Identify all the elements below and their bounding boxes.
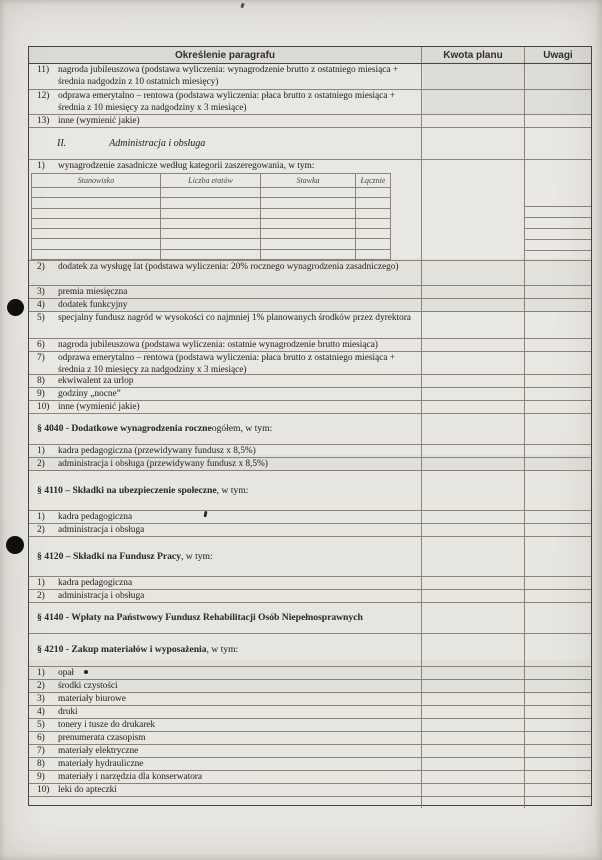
section-title-bold: § 4040 - Dodatkowe wynagrodzenia roczne: [37, 423, 212, 435]
item-text: środki czystości: [58, 681, 118, 691]
item-row: [29, 339, 591, 352]
notes-cell: [525, 667, 591, 679]
item-number: 1): [37, 446, 45, 456]
item-line: [37, 591, 421, 603]
amount-cell: [422, 352, 525, 374]
item-number: 2): [37, 262, 45, 272]
paragraph-cell: [29, 261, 422, 285]
subtable-column-header: Stawka: [261, 174, 356, 187]
item-line: [37, 340, 421, 352]
item-line: [37, 525, 421, 537]
subtable-empty-cell: [32, 239, 161, 248]
notes-cell: [525, 771, 591, 783]
item-row: [29, 745, 591, 758]
item-number: 2): [37, 459, 45, 469]
paragraph-cell: [29, 339, 422, 351]
item-number: 1): [37, 668, 45, 678]
item-text: druki: [58, 707, 78, 717]
item-number: 1): [37, 578, 45, 588]
amount-cell: [422, 299, 525, 311]
paragraph-cell: [29, 719, 422, 731]
category-number: II.: [57, 137, 67, 149]
notes-cell: [525, 160, 591, 260]
item-row: [29, 771, 591, 784]
paragraph-cell: [29, 680, 422, 692]
amount-cell: [422, 286, 525, 298]
item-row: [29, 115, 591, 128]
subtable-empty-cell: [261, 188, 356, 197]
item-row: [29, 352, 591, 375]
paragraph-cell: [29, 590, 422, 602]
paragraph-cell: [29, 634, 422, 666]
notes-cell: [525, 286, 591, 298]
notes-cell: [525, 458, 591, 470]
subtable-empty-cell: [356, 209, 390, 218]
subtable-empty-cell: [32, 219, 161, 228]
subtable-empty-cell: [32, 250, 161, 259]
subtable-empty-row: [32, 198, 390, 208]
amount-cell: [422, 590, 525, 602]
subtable-empty-cell: [161, 250, 261, 259]
notes-cell: [525, 375, 591, 387]
item-text: opał: [58, 668, 75, 678]
notes-cell: [525, 577, 591, 589]
paragraph-cell: [29, 471, 422, 510]
notes-cell: [525, 524, 591, 536]
item-text: administracja i obsługa (przewidywany fundusz x 8,5%): [58, 459, 268, 469]
item-number: 9): [37, 389, 45, 399]
item-text: kadra pedagogiczna (przewidywany fundusz x 8,5%): [58, 446, 256, 456]
hole-punch-mark: [7, 299, 24, 316]
notes-cell: [525, 115, 591, 127]
item-line: [37, 707, 421, 719]
item-text: kadra pedagogiczna: [58, 512, 133, 522]
item-row: [29, 667, 591, 680]
amount-cell: [422, 784, 525, 796]
hole-punch-mark: [6, 536, 24, 554]
notes-cell: [525, 719, 591, 731]
notes-cell: [525, 693, 591, 705]
notes-cell: [525, 680, 591, 692]
notes-cell: [525, 64, 591, 89]
subtable-empty-row: [32, 209, 390, 219]
item-line: [37, 746, 421, 758]
item-row: [29, 375, 591, 388]
item-number: 8): [37, 376, 45, 386]
notes-cell: [525, 261, 591, 285]
paragraph-cell: [29, 667, 422, 679]
subtable-empty-cell: [261, 239, 356, 248]
item-line: [37, 353, 421, 375]
scan-line-artifact: [525, 239, 591, 240]
amount-cell: [422, 634, 525, 666]
item-number: 10): [37, 402, 50, 412]
notes-cell: [525, 511, 591, 523]
category-title: Administracja i obsługa: [109, 137, 206, 149]
paragraph-cell: [29, 524, 422, 536]
item-number: 13): [37, 116, 50, 126]
amount-cell: [422, 524, 525, 536]
notes-cell: [525, 590, 591, 602]
item-row: [29, 458, 591, 471]
notes-cell: [525, 299, 591, 311]
item-row: [29, 90, 591, 115]
item-text: dodatek za wysługę lat (podstawa wyliczenia: 20% rocznego wynagrodzenia zasadniczego): [58, 262, 399, 272]
item-row: [29, 524, 591, 537]
staff-category-subtable: [31, 173, 391, 260]
section-title-bold: § 4140 - Wpłaty na Państwowy Fundusz Rehabilitacji Osób Niepełnosprawnych: [37, 612, 363, 624]
subtable-empty-cell: [356, 219, 390, 228]
item-line: [37, 313, 421, 325]
item-line: [37, 694, 421, 706]
item-row: [29, 261, 591, 286]
item-text: inne (wymienić jakie): [58, 116, 140, 126]
item-number: 4): [37, 300, 45, 310]
subtable-empty-cell: [32, 229, 161, 238]
paragraph-cell: [29, 745, 422, 757]
item-line: [37, 300, 421, 312]
item-number: 2): [37, 681, 45, 691]
item-text: ekwiwalent za urlop: [58, 376, 134, 386]
item-text: odprawa emerytalno – rentowa (podstawa wyliczenia: płaca brutto z ostatniego miesiąca + średnia z 10 miesięcy za nadgodziny x 3 miesiące): [58, 353, 395, 375]
notes-cell: [525, 537, 591, 576]
subtable-empty-row: [32, 219, 390, 229]
section-title-rest: ogółem, w tym:: [211, 423, 273, 435]
subtable-column-header: Liczba etatów: [161, 174, 261, 187]
item-number: 7): [37, 353, 45, 363]
item-row: [29, 511, 591, 524]
ink-blob: [84, 670, 88, 674]
notes-cell: [525, 352, 591, 374]
paragraph-cell: [29, 706, 422, 718]
subtable-empty-cell: [356, 188, 390, 197]
item-row: [29, 680, 591, 693]
subtable-empty-cell: [161, 198, 261, 207]
paragraph-cell: [29, 312, 422, 338]
item-number: 1): [37, 512, 45, 522]
column-header-amount: Kwota planu: [422, 47, 525, 63]
notes-cell: [525, 90, 591, 114]
item-line: [37, 668, 421, 680]
scan-line-artifact: [525, 217, 591, 218]
subtable-empty-cell: [32, 198, 161, 207]
amount-cell: [422, 471, 525, 510]
paragraph-cell: [29, 388, 422, 400]
paragraph-cell: [29, 784, 422, 796]
item-text: nagroda jubileuszowa (podstawa wyliczenia: ostatnie wynagrodzenie brutto miesiąca): [58, 340, 378, 350]
item-text: materiały biurowe: [58, 694, 126, 704]
notes-cell: [525, 634, 591, 666]
paragraph-cell: [29, 352, 422, 374]
amount-cell: [422, 128, 525, 159]
paragraph-cell: [29, 511, 422, 523]
notes-cell: [525, 706, 591, 718]
section-row: [29, 471, 591, 511]
paragraph-cell: [29, 286, 422, 298]
notes-cell: [525, 603, 591, 633]
section-title-bold: § 4210 - Zakup materiałów i wyposażenia: [37, 644, 207, 656]
subtable-empty-cell: [261, 209, 356, 218]
item-number: 5): [37, 720, 45, 730]
item-line: [37, 116, 421, 128]
amount-cell: [422, 115, 525, 127]
item-number: 3): [37, 694, 45, 704]
amount-cell: [422, 732, 525, 744]
item-number: 6): [37, 733, 45, 743]
amount-cell: [422, 388, 525, 400]
amount-cell: [422, 312, 525, 338]
item-text: specjalny fundusz nagród w wysokości co najmniej 1% planowanych środków przez dyrektora: [58, 313, 411, 323]
paragraph-cell: [29, 577, 422, 589]
item-line: [37, 376, 421, 388]
amount-cell: [422, 64, 525, 89]
subtable-empty-cell: [356, 229, 390, 238]
notes-cell: [525, 797, 591, 808]
section-row: [29, 537, 591, 577]
table-body: [29, 64, 591, 808]
item-text: dodatek funkcyjny: [58, 300, 128, 310]
item-number: 11): [37, 65, 50, 75]
item-row: [29, 784, 591, 797]
subtable-empty-row: [32, 229, 390, 239]
item-row: [29, 732, 591, 745]
item-row: [29, 445, 591, 458]
subtable-empty-cell: [161, 239, 261, 248]
item-row: [29, 706, 591, 719]
item-number: 12): [37, 91, 50, 101]
item-text: inne (wymienić jakie): [58, 402, 140, 412]
subtable-column-header: Łącznie: [360, 176, 386, 185]
paragraph-cell: [29, 115, 422, 127]
notes-cell: [525, 401, 591, 413]
item-number: 9): [37, 772, 45, 782]
paragraph-cell: [29, 401, 422, 413]
amount-cell: [422, 375, 525, 387]
item-row: [29, 719, 591, 732]
ink-speck: [240, 3, 245, 9]
notes-cell: [525, 784, 591, 796]
item-line: [37, 402, 421, 414]
item-text: materiały i narzędzia dla konserwatora: [58, 772, 203, 782]
item-number: 10): [37, 785, 50, 795]
paragraph-cell: [29, 732, 422, 744]
item-number: 6): [37, 340, 45, 350]
item-number: 5): [37, 313, 45, 323]
paragraph-cell: [29, 160, 422, 260]
amount-cell: [422, 706, 525, 718]
notes-cell: [525, 445, 591, 457]
item-text: odprawa emerytalno – rentowa (podstawa wyliczenia: płaca brutto z ostatniego miesiąca + średnia z 10 miesięcy za nadgodziny x 3 miesiące): [58, 91, 395, 113]
item-line: [37, 512, 421, 524]
item-text: prenumerata czasopism: [58, 733, 146, 743]
item-line: [37, 720, 421, 732]
item-row: [29, 312, 591, 339]
amount-cell: [422, 339, 525, 351]
budget-table: [28, 46, 592, 806]
item-row: [29, 693, 591, 706]
subtable-column-header: Stanowisko: [32, 174, 161, 187]
notes-cell: [525, 312, 591, 338]
subtable-empty-cell: [32, 188, 161, 197]
table-header-row: [29, 47, 591, 64]
column-header-notes: Uwagi: [543, 49, 573, 61]
amount-cell: [422, 160, 525, 260]
item-text: godziny „nocne”: [58, 389, 121, 399]
scan-line-artifact: [525, 206, 591, 207]
item-text: administracja i obsługa: [58, 591, 145, 601]
subtable-empty-cell: [161, 188, 261, 197]
notes-cell: [525, 745, 591, 757]
notes-cell: [525, 732, 591, 744]
item-text: premia miesięczna: [58, 287, 128, 297]
paragraph-cell: [29, 797, 422, 808]
item-row: [29, 401, 591, 414]
item-line: [37, 733, 421, 745]
subtable-empty-row: [32, 188, 390, 198]
amount-cell: [422, 414, 525, 444]
paragraph-cell: [29, 758, 422, 770]
item-line: [37, 459, 421, 471]
section-title-rest: , w tym:: [216, 484, 249, 496]
item-number: 1): [37, 161, 45, 171]
section-row: [29, 634, 591, 667]
amount-cell: [422, 771, 525, 783]
item-line: [37, 91, 421, 114]
amount-cell: [422, 797, 525, 808]
item-line: [37, 389, 421, 401]
scan-line-artifact: [525, 250, 591, 251]
column-header-paragraph: Określenie paragrafu: [29, 47, 422, 63]
paragraph-cell: [29, 771, 422, 783]
amount-cell: [422, 719, 525, 731]
amount-cell: [422, 90, 525, 114]
item-line: [37, 772, 421, 784]
subtable-empty-cell: [161, 219, 261, 228]
paragraph-cell: [29, 64, 422, 89]
item-text: materiały hydrauliczne: [58, 759, 144, 769]
paragraph-cell: [29, 693, 422, 705]
amount-cell: [422, 458, 525, 470]
amount-cell: [422, 511, 525, 523]
notes-cell: [525, 388, 591, 400]
notes-cell: [525, 339, 591, 351]
subtable-empty-row: [32, 250, 390, 260]
empty-row: [29, 797, 591, 808]
section-row: [29, 414, 591, 445]
subtable-empty-cell: [161, 209, 261, 218]
item-text: tonery i tusze do drukarek: [58, 720, 156, 730]
item-number: 2): [37, 525, 45, 535]
item-line: [37, 161, 421, 173]
item-text: nagroda jubileuszowa (podstawa wyliczenia: wynagrodzenie brutto z ostatniego miesiąca + średnia nadgodzin z 10 ostatnich miesięcy): [58, 65, 399, 87]
subtable-empty-cell: [161, 229, 261, 238]
subtable-empty-cell: [32, 209, 161, 218]
item-number: 4): [37, 707, 45, 717]
item-row: [29, 286, 591, 299]
section-row: [29, 603, 591, 634]
notes-cell: [525, 471, 591, 510]
scan-line-artifact: [525, 228, 591, 229]
amount-cell: [422, 261, 525, 285]
subtable-empty-row: [32, 239, 390, 249]
item-row: [29, 388, 591, 401]
paragraph-cell: [29, 603, 422, 633]
item-line: [37, 681, 421, 693]
subtable-empty-cell: [261, 219, 356, 228]
section-title-bold: § 4120 – Składki na Fundusz Pracy: [37, 550, 181, 562]
item-line: [37, 262, 421, 274]
item-text: leki do apteczki: [58, 785, 117, 795]
section-title-bold: § 4110 – Składki na ubezpieczenie społeczne: [37, 484, 217, 496]
item-row: [29, 758, 591, 771]
item-row: [29, 577, 591, 590]
amount-cell: [422, 577, 525, 589]
paragraph-cell: [29, 537, 422, 576]
item-line: [37, 446, 421, 458]
notes-cell: [525, 128, 591, 159]
subtable-empty-cell: [356, 239, 390, 248]
section-title-rest: , w tym:: [206, 644, 239, 656]
paragraph-cell: [29, 458, 422, 470]
paragraph-cell: [29, 90, 422, 114]
paragraph-cell: [29, 414, 422, 444]
amount-cell: [422, 445, 525, 457]
paragraph-cell: [29, 128, 422, 159]
item-text: materiały elektryczne: [58, 746, 139, 756]
section-title-rest: , w tym:: [180, 550, 213, 562]
amount-cell: [422, 758, 525, 770]
amount-cell: [422, 693, 525, 705]
item-text: kadra pedagogiczna: [58, 578, 133, 588]
subtable-empty-cell: [261, 229, 356, 238]
subtable-header-row: [32, 174, 390, 188]
amount-cell: [422, 603, 525, 633]
item-number: 7): [37, 746, 45, 756]
category-row: [29, 128, 591, 160]
item-line: [37, 287, 421, 299]
subtable-empty-cell: [356, 198, 390, 207]
item-row: [29, 590, 591, 603]
amount-cell: [422, 401, 525, 413]
item-number: 3): [37, 287, 45, 297]
item-line: [37, 578, 421, 590]
paragraph-cell: [29, 445, 422, 457]
subtable-empty-cell: [356, 250, 390, 259]
amount-cell: [422, 667, 525, 679]
item-line: [37, 785, 421, 797]
notes-cell: [525, 414, 591, 444]
amount-cell: [422, 745, 525, 757]
amount-cell: [422, 537, 525, 576]
subtable-empty-cell: [261, 198, 356, 207]
item-text: wynagrodzenie zasadnicze według kategorii zaszeregowania, w tym:: [58, 161, 315, 171]
item-line: [37, 759, 421, 771]
item-number: 8): [37, 759, 45, 769]
amount-cell: [422, 680, 525, 692]
item-text: administracja i obsługa: [58, 525, 145, 535]
subtable-empty-cell: [261, 250, 356, 259]
paragraph-cell: [29, 299, 422, 311]
item-line: [37, 65, 421, 88]
paragraph-cell: [29, 375, 422, 387]
item-number: 2): [37, 591, 45, 601]
item-row: [29, 299, 591, 312]
item-row: [29, 64, 591, 90]
notes-cell: [525, 758, 591, 770]
subtable-row: [29, 160, 591, 261]
